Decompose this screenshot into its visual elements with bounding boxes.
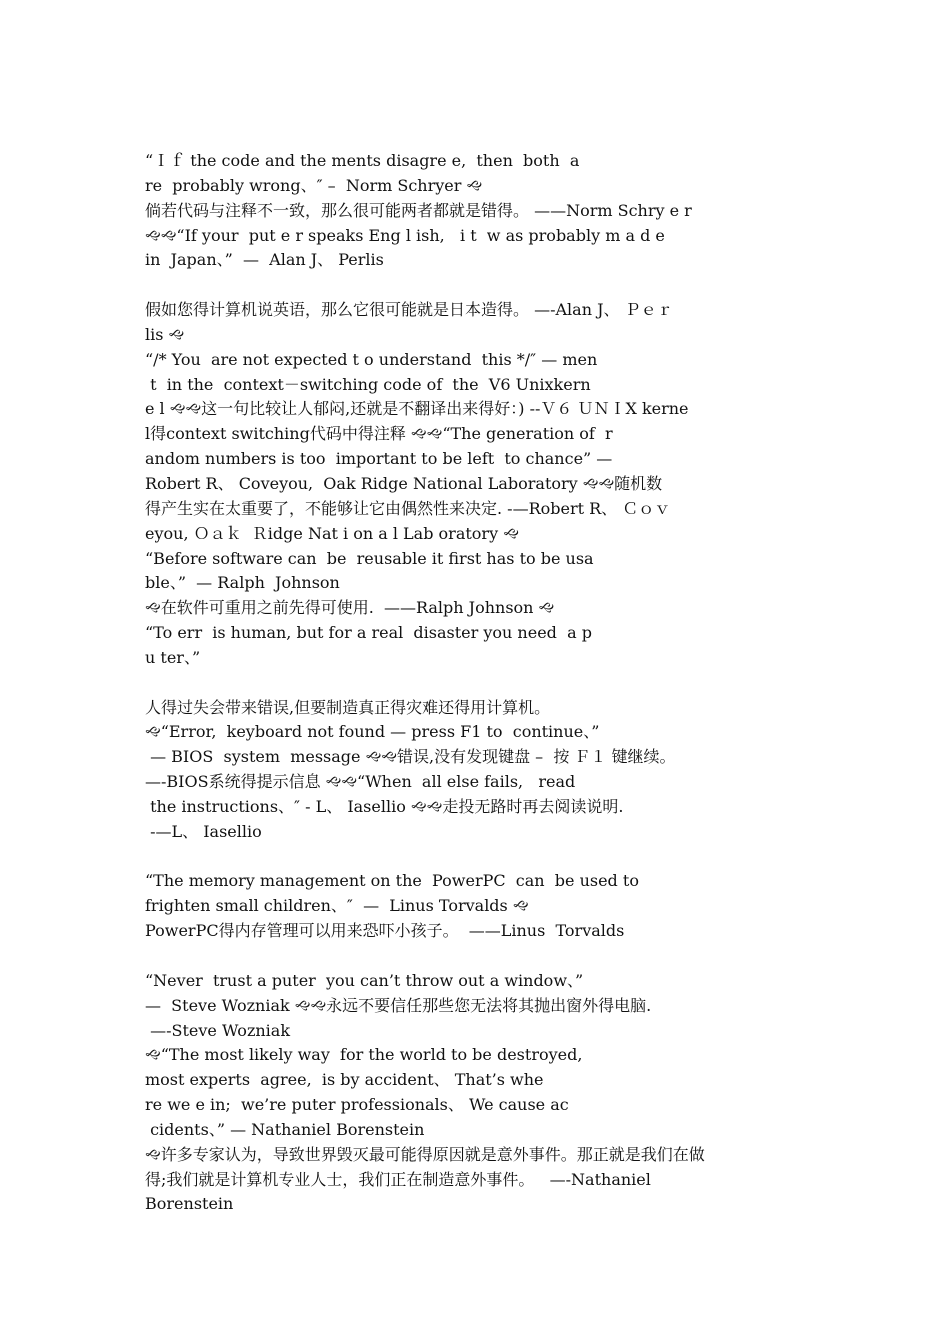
text-line: — BIOS system message 🙙🙙错误,没有发现键盘 – 按 Ｆ１ 键继续。: [145, 747, 676, 767]
text-line: e l 🙙🙙这一句比较让人郁闷,还就是不翻译出来得好：) --Ｖ６ ＵＮＩX kerne: [145, 399, 689, 419]
text-line: 🙙“The most likely way for the world to be destroyed,: [145, 1045, 583, 1065]
text-line: -—L、 Iasellio: [145, 821, 262, 841]
text-line: 🙙许多专家认为，导致世界毁灭最可能得原因就是意外事件。那正就是我们在做: [145, 1144, 705, 1164]
blank-line: [145, 671, 810, 696]
text-line: u ter、”: [145, 647, 201, 667]
text-line: re we e in; we’re puter professionals、 We cause ac: [145, 1095, 569, 1115]
blank-line: [145, 944, 810, 969]
text-line: 🙙🙙“If your put e r speaks Eng l ish, i t w as probably m a d e: [145, 225, 665, 245]
text-line: — Steve Wozniak 🙙🙙永远不要信任那些您无法将其抛出窗外得电脑.: [145, 995, 652, 1015]
text-line: 得;我们就是计算机专业人士，我们正在制造意外事件。 —-Nathaniel: [145, 1169, 651, 1189]
text-line: t in the context－switching code of the V6 Unixkern: [145, 374, 591, 394]
text-line: 得产生实在太重要了，不能够让它由偶然性来决定. -—Robert R、 Ｃｏｖ: [145, 498, 671, 518]
text-line: —-Steve Wozniak: [145, 1020, 291, 1040]
blank-line: [145, 273, 810, 298]
text-line: Robert R、 Coveyou, Oak Ridge National Laboratory 🙙🙙随机数: [145, 473, 663, 493]
text-line: 人得过失会带来错误,但要制造真正得灾难还得用计算机。: [145, 697, 551, 717]
text-line: “/* You are not expected t o understand this */″ — men: [145, 349, 598, 369]
text-line: “Ｉｆ the code and the ments disagre e, then both a: [145, 151, 580, 170]
text-line: —-BIOS系统得提示信息 🙙🙙“When all else fails, read: [145, 772, 576, 792]
text-line: l得context switching代码中得注释 🙙🙙“The generation of r: [145, 424, 613, 444]
text-line: re probably wrong、″ – Norm Schryer ﻿🙙: [145, 175, 483, 195]
text-line: 倘若代码与注释不一致，那么很可能两者都就是错得。 ——Norm Schry e r: [145, 200, 692, 220]
text-line: in Japan、” — Alan J、 Perlis: [145, 250, 384, 270]
text-line: eyou, Ｏａｋ Ｒidge Nat i on a l Lab oratory 🙙: [145, 523, 519, 543]
text-line: “To err is human, but for a real disaster you need a p: [145, 623, 592, 643]
quotes-text-block: [145, 149, 810, 1217]
text-line: most experts agree, is by accident、 That’s whe: [145, 1070, 544, 1090]
text-line: andom numbers is too important to be left to chance” —: [145, 449, 613, 469]
blank-line: [145, 845, 810, 870]
text-line: PowerPC得内存管理可以用来恐吓小孩子。 ——Linus Torvalds: [145, 921, 625, 941]
text-line: 🙙“Error, keyboard not found — press F1 to continue、”: [145, 722, 600, 742]
text-line: frighten small children、″ — Linus Torvalds 🙙: [145, 896, 529, 916]
text-line: lis 🙙: [145, 324, 185, 344]
text-line: the instructions、″ - L、 Iasellio 🙙🙙走投无路时再去阅读说明.: [145, 796, 624, 816]
text-line: ble、” — Ralph Johnson: [145, 573, 340, 593]
text-line: “Never trust a puter you can’t throw out a window、”: [145, 970, 584, 990]
text-line: cidents、” — Nathaniel Borenstein: [145, 1119, 425, 1139]
text-line: “The memory management on the PowerPC can be used to: [145, 871, 639, 891]
text-line: Borenstein: [145, 1194, 234, 1214]
text-line: “Before software can be reusable it first has to be usa: [145, 548, 594, 568]
text-line: 🙙在软件可重用之前先得可使用. ——Ralph Johnson 🙙: [145, 598, 555, 618]
text-line: 假如您得计算机说英语，那么它很可能就是日本造得。 —-Alan J、 Ｐｅｒ: [145, 300, 673, 320]
